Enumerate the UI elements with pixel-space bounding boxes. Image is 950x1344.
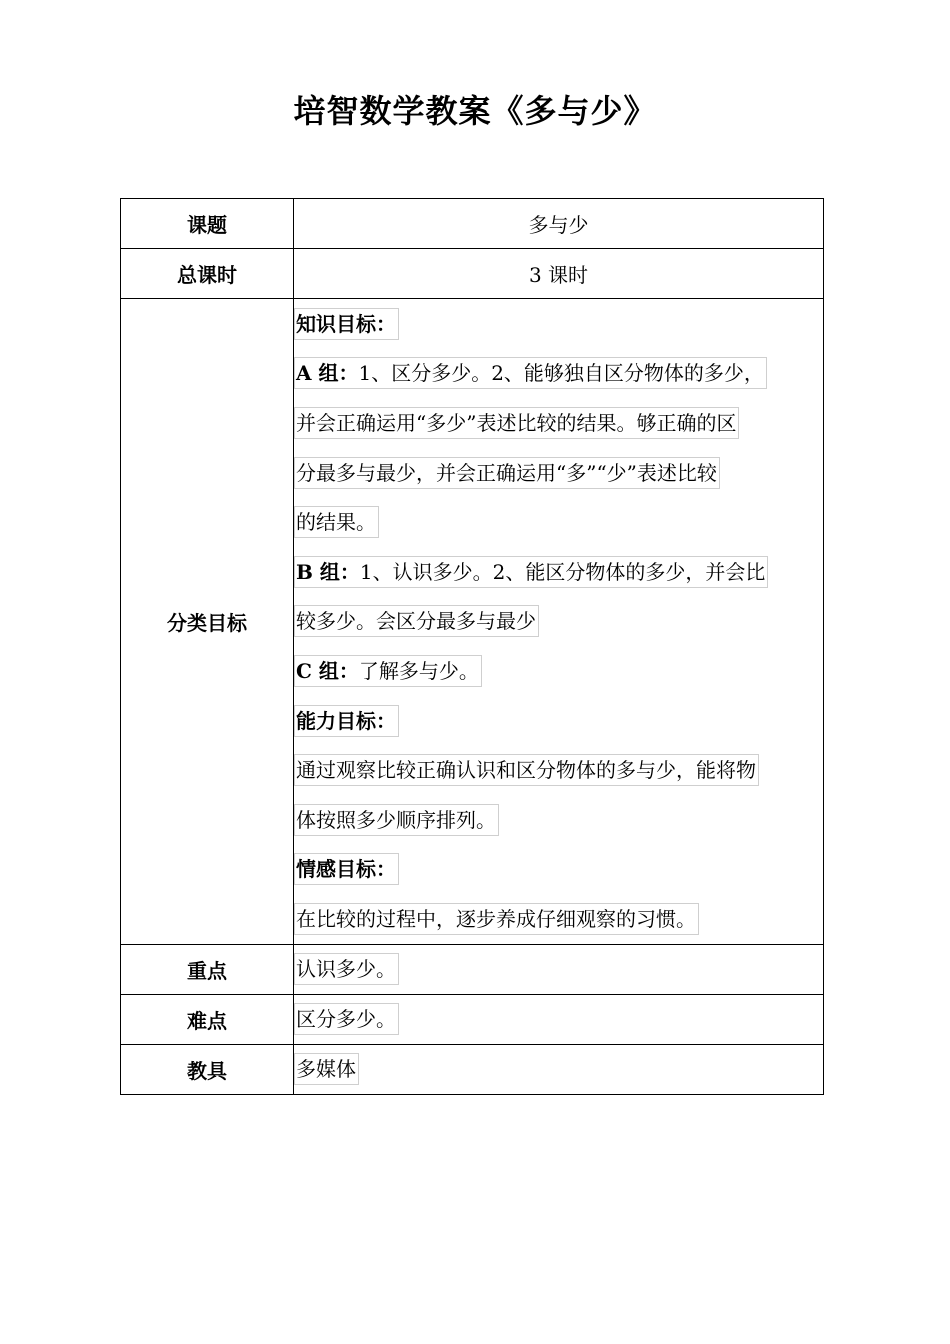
goal-text: 了解多与少。	[358, 658, 479, 683]
goal-line	[294, 448, 823, 498]
goal-line	[294, 745, 823, 795]
goal-text: 体按照多少顺序排列。	[294, 804, 499, 836]
goal-line	[294, 547, 823, 597]
goal-line	[294, 696, 823, 746]
goal-text: 1、认识多少。2、能区分物体的多少，并会比	[359, 559, 766, 584]
goal-text: 1、区分多少。2、能够独自区分物体的多少，	[358, 361, 764, 386]
goal-heading: 情感目标：	[294, 853, 399, 885]
goal-text: 在比较的过程中，逐步养成仔细观察的习惯。	[294, 903, 699, 935]
goals-label: 分类目标	[121, 299, 294, 945]
difficulty-value: 区分多少。	[294, 1003, 399, 1035]
group-prefix: B 组：	[296, 559, 360, 584]
tools-label: 教具	[121, 1044, 294, 1094]
goal-text: 较多少。会区分最多与最少	[294, 605, 539, 637]
goal-line	[294, 646, 823, 696]
hours-value: 3 课时	[294, 249, 824, 299]
key-point-value: 认识多少。	[294, 953, 399, 985]
goal-line	[294, 349, 823, 399]
goal-text: 通过观察比较正确认识和区分物体的多与少，能将物	[294, 754, 759, 786]
row-tools	[121, 1044, 824, 1094]
goal-text-box	[294, 357, 767, 389]
row-key-point	[121, 944, 824, 994]
difficulty-label: 难点	[121, 994, 294, 1044]
row-hours	[121, 249, 824, 299]
tools-value: 多媒体	[294, 1053, 359, 1085]
goal-line	[294, 299, 823, 349]
key-point-label: 重点	[121, 944, 294, 994]
goal-heading: 能力目标：	[294, 705, 399, 737]
goal-line	[294, 597, 823, 647]
goal-text: 的结果。	[294, 506, 379, 538]
key-point-cell	[294, 944, 824, 994]
goal-text-box	[294, 655, 482, 687]
goal-line	[294, 845, 823, 895]
topic-label: 课题	[121, 199, 294, 249]
goal-text-box	[294, 556, 768, 588]
hours-label: 总课时	[121, 249, 294, 299]
row-goals	[121, 299, 824, 945]
goal-line	[294, 894, 823, 944]
row-difficulty	[121, 994, 824, 1044]
goal-line	[294, 398, 823, 448]
lesson-plan-table	[120, 198, 824, 1095]
goals-content	[294, 299, 824, 945]
row-topic	[121, 199, 824, 249]
goal-line	[294, 795, 823, 845]
group-prefix: C 组：	[296, 658, 359, 683]
difficulty-cell	[294, 994, 824, 1044]
goal-text: 并会正确运用“多少”表述比较的结果。够正确的区	[294, 407, 739, 439]
goal-text: 分最多与最少，并会正确运用“多”“少”表述比较	[294, 457, 720, 489]
tools-cell	[294, 1044, 824, 1094]
group-prefix: A 组：	[296, 361, 359, 386]
goal-line	[294, 497, 823, 547]
topic-value: 多与少	[294, 199, 824, 249]
page-title: 培智数学教案《多与少》	[293, 92, 657, 130]
goal-heading: 知识目标：	[294, 308, 399, 340]
